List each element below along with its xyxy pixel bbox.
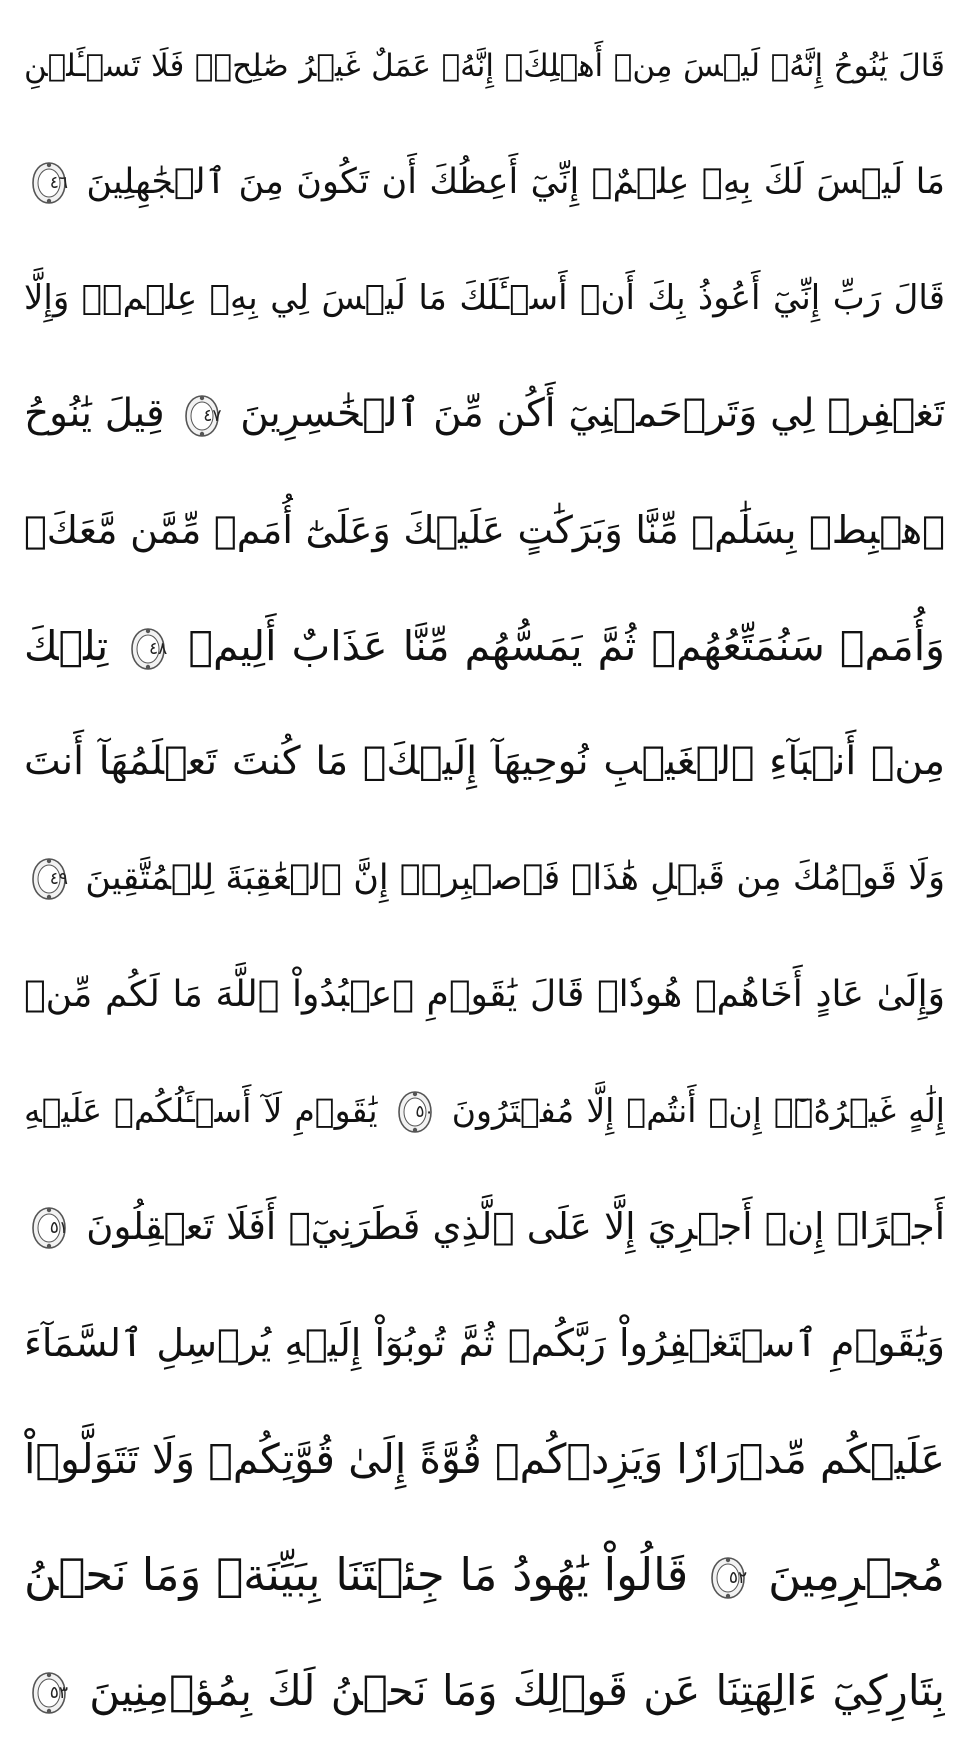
- text-line: [24, 1063, 945, 1159]
- verse-text: مُجۡرِمِينَ: [768, 1547, 945, 1601]
- text-line: [24, 598, 945, 694]
- text-line: [24, 830, 945, 926]
- verse-text: ٱهۡبِطۡ بِسَلَٰمٖ مِّنَّا وَبَرَكَٰتٍ عَلَيۡكَ وَعَلَىٰٓ أُمَمٖ مِّمَّن مَّعَكَۚ: [24, 508, 945, 553]
- ayah-end-medallion-icon: [396, 1090, 434, 1134]
- verse-text: إِلَٰهٍ غَيۡرُهُۥٓۖ إِنۡ أَنتُمۡ إِلَّا مُفۡتَرُونَ: [451, 1090, 945, 1130]
- text-line: [24, 482, 945, 578]
- ayah-end-medallion-icon: [30, 1671, 68, 1715]
- text-line: [24, 250, 945, 346]
- verse-text: وَيَٰقَوۡمِ ٱسۡتَغۡفِرُواْ رَبَّكُمۡ ثُمَّ تُوبُوٓاْ إِلَيۡهِ يُرۡسِلِ ٱلسَّمَآءَ: [24, 1320, 945, 1365]
- ayah-number: ٤٩: [49, 869, 68, 890]
- ayah-number: ٤٨: [149, 639, 168, 660]
- verse-text: مَا لَيۡسَ لَكَ بِهِۦ عِلۡمٌۖ إِنِّيٓ أَعِظُكَ أَن تَكُونَ مِنَ ٱلۡجَٰهِلِينَ: [86, 162, 945, 203]
- page-text-block: [24, 18, 945, 1739]
- ayah-end-medallion-icon: [709, 1556, 747, 1600]
- text-line: [24, 366, 945, 462]
- ayah-number: ٥٣: [49, 1683, 68, 1704]
- text-line: [24, 947, 945, 1043]
- verse-text: مِنۡ أَنۢبَآءِ ٱلۡغَيۡبِ نُوحِيهَآ إِلَيۡكَۖ مَا كُنتَ تَعۡلَمُهَآ أَنتَ: [24, 739, 945, 785]
- verse-text: تَغۡفِرۡ لِي وَتَرۡحَمۡنِيٓ أَكُن مِّنَ ٱلۡخَٰسِرِينَ: [240, 391, 945, 437]
- text-line: [24, 1411, 945, 1507]
- verse-text: قِيلَ يَٰنُوحُ: [24, 391, 165, 437]
- verse-text: بِتَارِكِيٓ ءَالِهَتِنَا عَن قَوۡلِكَ وَمَا نَحۡنُ لَكَ بِمُؤۡمِنِينَ: [89, 1665, 945, 1715]
- verse-text: وَلَا قَوۡمُكَ مِن قَبۡلِ هَٰذَاۖ فَٱصۡبِرۡۖ إِنَّ ٱلۡعَٰقِبَةَ لِلۡمُتَّقِينَ: [85, 858, 945, 899]
- ayah-end-medallion-icon: [129, 627, 167, 671]
- ayah-end-medallion-icon: [30, 1206, 68, 1250]
- verse-text: وَأُمَمٞ سَنُمَتِّعُهُمۡ ثُمَّ يَمَسُّهُم مِّنَّا عَذَابٌ أَلِيمٞ: [188, 622, 945, 671]
- ayah-end-medallion-icon: [30, 857, 68, 901]
- text-line: [24, 1179, 945, 1275]
- text-line: [24, 18, 945, 114]
- verse-text: قَالَ رَبِّ إِنِّيٓ أَعُوذُ بِكَ أَنۡ أَسۡـَٔلَكَ مَا لَيۡسَ لِي بِهِۦ عِلۡمٞۖ وَإِلَّا: [24, 278, 945, 319]
- ayah-number: ٤٦: [49, 173, 68, 194]
- verse-text: عَلَيۡكُم مِّدۡرَارٗا وَيَزِدۡكُمۡ قُوَّةً إِلَىٰ قُوَّتِكُمۡ وَلَا تَتَوَلَّوۡاْ: [24, 1434, 945, 1483]
- ayah-end-medallion-icon: [183, 394, 221, 438]
- verse-text: وَإِلَىٰ عَادٍ أَخَاهُمۡ هُودٗاۚ قَالَ يَٰقَوۡمِ ٱعۡبُدُواْ ٱللَّهَ مَا لَكُم مِّنۡ: [24, 973, 945, 1015]
- text-line: [24, 1527, 945, 1623]
- verse-text: يَٰقَوۡمِ لَآ أَسۡـَٔلُكُمۡ عَلَيۡهِ: [24, 1090, 378, 1130]
- ayah-number: ٥٠: [415, 1102, 434, 1123]
- ayah-number: ٤٧: [203, 405, 222, 426]
- verse-text: أَجۡرًاۖ إِنۡ أَجۡرِيَ إِلَّا عَلَى ٱلَّذِي فَطَرَنِيٓۚ أَفَلَا تَعۡقِلُونَ: [86, 1204, 945, 1248]
- verse-text: تِلۡكَ: [24, 622, 109, 671]
- ayah-number: ٥٢: [728, 1567, 748, 1588]
- text-line: [24, 714, 945, 810]
- text-line: [24, 134, 945, 230]
- verse-text: قَالُواْ يَٰهُودُ مَا جِئۡتَنَا بِبَيِّنَةٖ وَمَا نَحۡنُ: [24, 1547, 689, 1601]
- text-line: [24, 1295, 945, 1391]
- verse-text: قَالَ يَٰنُوحُ إِنَّهُۥ لَيۡسَ مِنۡ أَهۡلِكَۖ إِنَّهُۥ عَمَلٌ غَيۡرُ صَٰلِحٖۖ فَلَا تَسۡـَٔلۡنِ: [24, 48, 945, 84]
- text-line: [24, 1643, 945, 1739]
- ayah-end-medallion-icon: [30, 161, 68, 205]
- ayah-number: ٥١: [49, 1218, 68, 1239]
